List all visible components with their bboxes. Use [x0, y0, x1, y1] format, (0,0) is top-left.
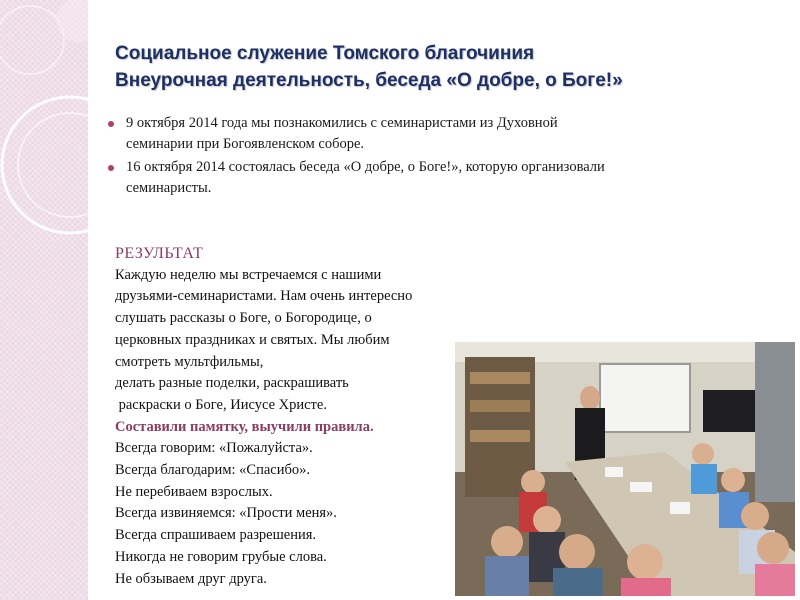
rule-line: Не перебиваем взрослых.: [115, 483, 273, 500]
bullet-line: семинарии при Богоявленском соборе.: [126, 136, 365, 152]
bullet-line: 16 октября 2014 состоялась беседа «О добре, о Боге!», которую организовали: [126, 159, 605, 175]
memo-heading: Составили памятку, выучили правила.: [115, 418, 374, 435]
bullet-line: семинаристы.: [126, 180, 212, 196]
rule-line: Не обзываем друг друга.: [115, 570, 267, 587]
classroom-photo: [455, 342, 795, 596]
slide-title-line-2: Внеурочная деятельность, беседа «О добре, о Боге!»: [115, 70, 623, 91]
decorative-circles: [0, 0, 88, 600]
result-line: Каждую неделю мы встречаемся с нашими: [115, 266, 382, 283]
result-heading: РЕЗУЛЬТАТ: [115, 245, 204, 262]
result-line: слушать рассказы о Боге, о Богородице, о: [115, 310, 372, 327]
rule-line: Всегда извиняемся: «Прости меня».: [115, 505, 337, 522]
rule-line: Никогда не говорим грубые слова.: [115, 548, 327, 565]
rule-line: Всегда благодарим: «Спасибо».: [115, 462, 310, 479]
rule-line: Всегда спрашиваем разрешения.: [115, 527, 317, 544]
result-line: церковных праздниках и святых. Мы любим: [115, 331, 390, 348]
rule-line: Всегда говорим: «Пожалуйста».: [115, 440, 313, 457]
result-line: смотреть мультфильмы,: [115, 353, 264, 370]
bullet-dot-icon: [108, 121, 114, 127]
decorative-side-panel: [0, 0, 88, 600]
bullet-line: 9 октября 2014 года мы познакомились с семинаристами из Духовной: [126, 115, 558, 131]
bullet-item: [108, 113, 778, 155]
bullet-dot-icon: [108, 165, 114, 171]
bullet-item: [108, 157, 778, 199]
classroom-photo-image: [455, 342, 795, 596]
slide-title-line-1: Социальное служение Томского благочиния: [115, 43, 535, 64]
panel-divider: [88, 0, 90, 600]
result-line: друзьями-семинаристами. Нам очень интересно: [115, 288, 413, 305]
result-line: раскраски о Боге, Иисусе Христе.: [115, 396, 327, 413]
result-line: делать разные поделки, раскрашивать: [115, 375, 349, 392]
slide-title: [115, 40, 785, 94]
bullet-list: [108, 113, 778, 201]
